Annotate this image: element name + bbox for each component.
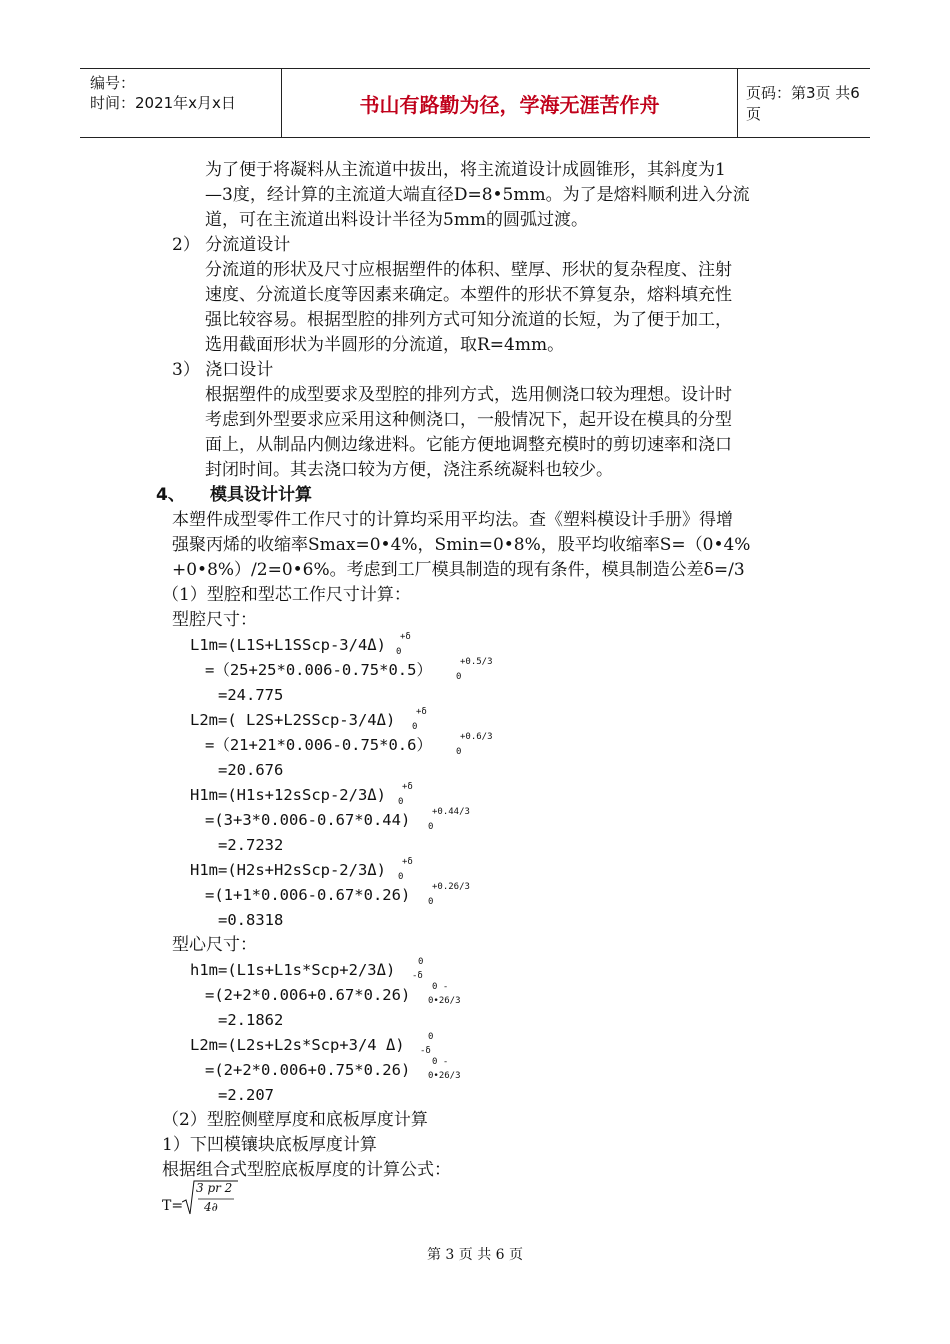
section-title: 模具设计计算: [210, 485, 312, 505]
section-number: 4、: [156, 485, 185, 505]
para-line: 为了便于将凝料从主流道中拔出，将主流道设计成圆锥形，其斜度为1: [205, 160, 726, 180]
para-line: 道，可在主流道出料设计半径为5mm的圆弧过渡。: [205, 210, 589, 230]
equation-subscript: 0: [428, 897, 434, 907]
equation-subscript: 0: [396, 647, 402, 657]
equation-superscript: +0.26/3: [432, 882, 470, 892]
para-line: 分流道的形状及尺寸应根据塑件的体积、壁厚、形状的复杂程度、注射: [205, 260, 732, 280]
subsection-heading: 3） 浇口设计: [172, 360, 274, 380]
para-line: —3度，经计算的主流道大端直径D=8•5mm。为了是熔料顺利进入分流: [205, 185, 750, 205]
para-line: 根据塑件的成型要求及型腔的排列方式，选用侧浇口较为理想。设计时: [205, 385, 732, 405]
para-line: +0•8%）/2=0•6%。考虑到工厂模具制造的现有条件，模具制造公差δ=/3: [172, 560, 745, 580]
equation-line: h1m=(L1s+L1s*Scp+2/3Δ): [190, 961, 396, 979]
para-line: 强聚丙烯的收缩率Smax=0•4%，Smin=0•8%，股平均收缩率S=（0•4%: [172, 535, 751, 555]
para-line: 选用截面形状为半圆形的分流道，取R=4mm。: [205, 335, 565, 355]
doc-date-label: 时间：2021年x月x日: [90, 94, 236, 112]
core-label: 型心尺寸：: [172, 935, 257, 955]
equation-subscript: -δ: [420, 1046, 431, 1056]
equation-superscript: 0: [418, 957, 424, 967]
subsection-heading: 2） 分流道设计: [172, 235, 291, 255]
equation-subscript: 0•26/3: [428, 1071, 461, 1081]
para-line: 面上，从制品内侧边缘进料。它能方便地调整充模时的剪切速率和浇口: [205, 435, 732, 455]
para-line: 强比较容易。根据型腔的排列方式可知分流道的长短，为了便于加工，: [205, 310, 732, 330]
page-header: [80, 68, 870, 138]
header-page-label: 页码：第3页 共6页: [746, 84, 860, 123]
equation-line: =(1+1*0.006-0.67*0.26): [205, 886, 411, 904]
thickness-formula: [160, 1178, 240, 1218]
equation-superscript: +0.5/3: [460, 657, 493, 667]
equation-line: L1m=(L1S+L1SScp-3/4Δ): [190, 636, 386, 654]
equation-superscript: +δ: [400, 632, 411, 642]
equation-line: L2m=(L2s+L2s*Scp+3/4 Δ): [190, 1036, 405, 1054]
equation-line: =(3+3*0.006-0.67*0.44): [205, 811, 411, 829]
subsection-heading: 1）下凹模镶块底板厚度计算: [162, 1135, 377, 1155]
doc-code-label: 编号：: [90, 74, 136, 92]
equation-superscript: 0 -: [432, 982, 449, 992]
equation-superscript: 0 -: [432, 1057, 449, 1067]
equation-subscript: 0: [398, 872, 404, 882]
equation-line: H1m=(H1s+12sScp-2/3Δ): [190, 786, 386, 804]
equation-superscript: +δ: [416, 707, 427, 717]
page-footer: 第 3 页 共 6 页: [426, 1247, 524, 1263]
para-line: 考虑到外型要求应采用这种侧浇口，一般情况下，起开设在模具的分型: [205, 410, 732, 430]
subsection-heading: （1）型腔和型芯工作尺寸计算：: [162, 585, 411, 605]
equation-line: L2m=( L2S+L2SScp-3/4Δ): [190, 711, 396, 729]
equation-subscript: 0: [456, 672, 462, 682]
formula-denominator: 4∂: [204, 1200, 218, 1214]
equation-subscript: 0: [428, 822, 434, 832]
para-line: 速度、分流道长度等因素来确定。本塑件的形状不算复杂，熔料填充性: [205, 285, 732, 305]
para-line: 封闭时间。其去浇口较为方便，浇注系统凝料也较少。: [205, 460, 613, 480]
equation-superscript: 0: [428, 1032, 434, 1042]
equation-superscript: +0.44/3: [432, 807, 470, 817]
formula-lhs: T=: [162, 1198, 184, 1214]
equation-line: =2.7232: [218, 836, 284, 854]
equation-subscript: 0: [456, 747, 462, 757]
equation-line: =24.775: [218, 686, 284, 704]
header-meta: [80, 69, 282, 137]
equation-line: =（21+21*0.006-0.75*0.6）: [205, 736, 432, 754]
header-motto: 书山有路勤为径，学海无涯苦作舟: [282, 69, 738, 137]
equation-subscript: 0: [412, 722, 418, 732]
equation-line: =（25+25*0.006-0.75*0.5）: [205, 661, 432, 679]
equation-line: H1m=(H2s+H2sScp-2/3Δ): [190, 861, 386, 879]
equation-subscript: 0•26/3: [428, 996, 461, 1006]
equation-line: =2.1862: [218, 1011, 284, 1029]
equation-superscript: +δ: [402, 782, 413, 792]
equation-subscript: 0: [398, 797, 404, 807]
formula-numerator: 3 pr 2: [196, 1181, 233, 1195]
equation-line: =20.676: [218, 761, 284, 779]
cavity-label: 型腔尺寸：: [172, 610, 257, 630]
equation-superscript: +δ: [402, 857, 413, 867]
equation-superscript: +0.6/3: [460, 732, 493, 742]
equation-line: =0.8318: [218, 911, 284, 929]
equation-line: =2.207: [218, 1086, 274, 1104]
equation-subscript: -δ: [412, 971, 423, 981]
para-line: 本塑件成型零件工作尺寸的计算均采用平均法。查《塑料模设计手册》得增: [172, 510, 733, 530]
para-line: 根据组合式型腔底板厚度的计算公式：: [162, 1160, 451, 1180]
equation-line: =(2+2*0.006+0.67*0.26): [205, 986, 411, 1004]
equation-line: =(2+2*0.006+0.75*0.26): [205, 1061, 411, 1079]
subsection-heading: （2）型腔侧壁厚度和底板厚度计算: [162, 1110, 428, 1130]
